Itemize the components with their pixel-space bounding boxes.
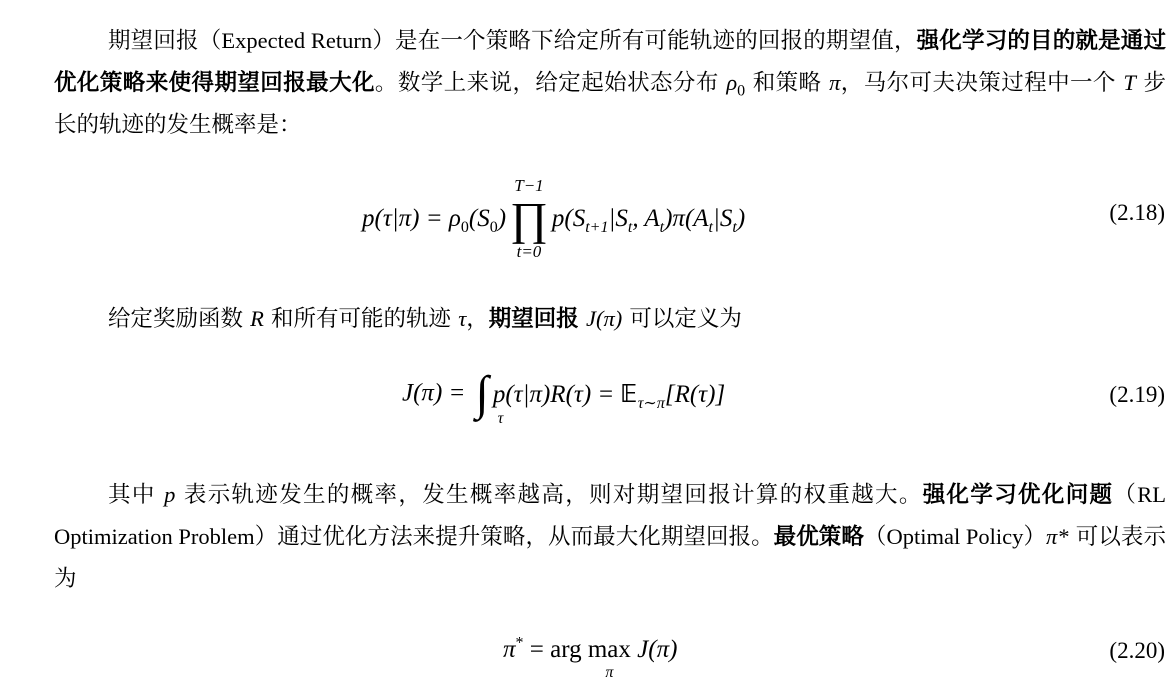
text-run: ，马尔可夫决策过程中一个 xyxy=(840,70,1124,96)
bold-term: 强化学习优化问题 xyxy=(922,482,1114,508)
paragraph-reward-function xyxy=(54,298,1166,340)
equation-2-20 xyxy=(0,630,1171,698)
eq-sup: * xyxy=(515,634,524,652)
text-run xyxy=(579,306,586,332)
math-subscript: 0 xyxy=(737,82,746,100)
bold-statement: 强化学习的目的就是通过优化策略来使得期望回报最大化 xyxy=(54,28,1166,96)
eq-rhs-text: ) xyxy=(736,205,746,232)
integral-subscript: τ xyxy=(497,410,504,427)
math-J: J(π) xyxy=(585,306,623,331)
math-p: p xyxy=(164,482,176,507)
text-run: 其中 xyxy=(108,482,165,508)
eq-sub: t+1 xyxy=(585,219,609,236)
eq-rhs-text: )π(A xyxy=(664,205,709,232)
eq-rhs-text: |S xyxy=(713,205,733,232)
equation-2-19 xyxy=(0,362,1171,442)
term-rl-optimization: RL Optimization Problem xyxy=(54,482,1166,549)
text-run: 和策略 xyxy=(745,70,830,96)
term-optimal-policy: Optimal Policy xyxy=(886,524,1024,549)
term-expected-return: Expected Return xyxy=(221,28,373,53)
bold-term: 期望回报 xyxy=(488,306,579,332)
math-R: R xyxy=(250,306,264,331)
equation-2-18 xyxy=(0,170,1171,265)
expectation-symbol: 𝔼 xyxy=(620,378,638,408)
integral-symbol: ∫ xyxy=(475,367,489,420)
eq-sub: t xyxy=(659,219,665,236)
eq-lhs-text: ) xyxy=(497,205,507,232)
product-lower-limit: t=0 xyxy=(516,242,542,261)
eq-rhs xyxy=(492,378,726,412)
eq-lhs-text: (S xyxy=(468,205,490,232)
text-run: 步长的轨迹的发生概率是： xyxy=(54,70,1166,138)
integral-operator xyxy=(475,366,504,427)
eq-rhs: J(π) xyxy=(630,636,678,663)
text-run: 表示轨迹发生的概率，发生概率越高，则对期望回报计算的权重越大。 xyxy=(175,482,923,508)
math-T: T xyxy=(1123,70,1136,95)
text-run: （ xyxy=(1113,482,1138,508)
eq-rhs-text: |S xyxy=(608,205,628,232)
equation-body xyxy=(362,176,745,262)
text-run: 可以表示为 xyxy=(54,524,1166,592)
text-run: 期望回报（ xyxy=(108,28,222,54)
text-run: 。数学上来说，给定起始状态分布 xyxy=(374,70,727,96)
eq-rhs-text: p(τ|π)R(τ) = xyxy=(492,380,621,408)
eq-rhs-text: [R(τ)] xyxy=(664,380,726,408)
bold-term: 最优策略 xyxy=(773,524,864,550)
equation-number: (2.19) xyxy=(1109,382,1165,407)
max-text: max xyxy=(587,636,631,663)
product-upper-limit: T−1 xyxy=(514,176,544,195)
eq-lhs xyxy=(362,205,507,236)
eq-rhs-text: p(S xyxy=(551,205,586,232)
math-pi-star: π* xyxy=(1046,524,1069,549)
equation-number: (2.18) xyxy=(1109,200,1165,225)
text-run: 可以定义为 xyxy=(622,306,742,332)
text-run: （ xyxy=(863,524,887,550)
equation-number: (2.20) xyxy=(1109,638,1165,663)
text-run: ）通过优化方法来提升策略，从而最大化期望回报。 xyxy=(254,524,774,550)
eq-sub: t xyxy=(708,219,713,236)
text-run: 给定奖励函数 xyxy=(108,306,251,332)
eq-sub: τ∼π xyxy=(637,394,665,412)
eq-lhs: J(π) = xyxy=(402,379,472,407)
math-pi: π xyxy=(829,70,841,95)
equation-body xyxy=(402,366,726,427)
math-rho: ρ xyxy=(726,70,738,95)
max-operator xyxy=(587,636,631,681)
text-run: 和所有可能的轨迹 xyxy=(263,306,459,332)
product-symbol: ∏ xyxy=(510,193,548,244)
max-subscript: π xyxy=(605,664,614,681)
eq-sub: t xyxy=(732,219,737,236)
paragraph-optimization xyxy=(54,474,1166,600)
eq-sub: 0 xyxy=(489,219,498,236)
eq-rhs xyxy=(551,205,746,236)
text-run: ， xyxy=(466,306,489,332)
product-operator xyxy=(510,176,548,262)
equation-body xyxy=(503,634,678,681)
text-run: ） xyxy=(1023,524,1047,550)
text-run: ）是在一个策略下给定所有可能轨迹的回报的期望值， xyxy=(372,28,917,54)
eq-rhs-text: , A xyxy=(632,205,660,232)
eq-sub: t xyxy=(627,219,633,236)
eq-lhs-text: p(τ|π) = ρ xyxy=(362,205,461,232)
math-tau: τ xyxy=(458,306,467,331)
eq-operator: = arg xyxy=(523,636,588,663)
eq-sub: 0 xyxy=(460,219,469,236)
paragraph-expected-return xyxy=(54,20,1166,146)
eq-lhs: π xyxy=(503,636,516,663)
